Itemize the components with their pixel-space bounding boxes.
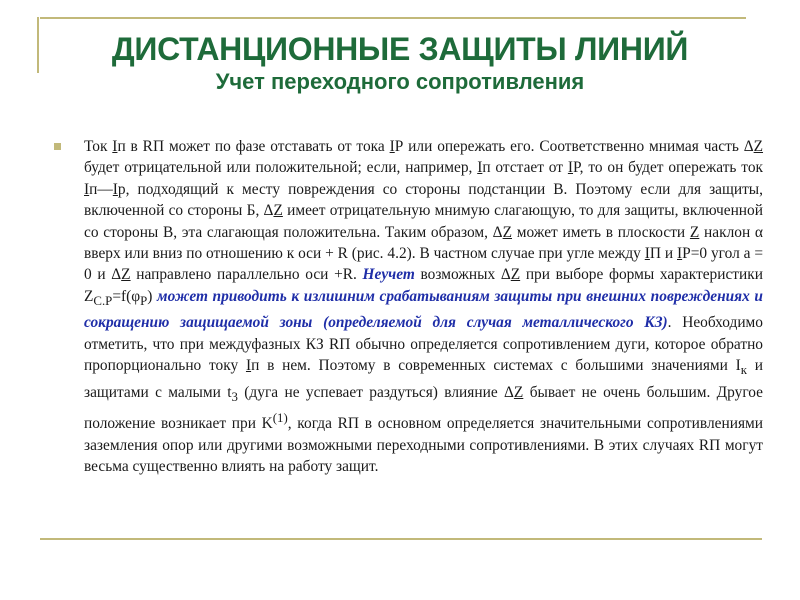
subscript: Р (140, 293, 148, 308)
text-run: направлено параллельно оси +R. (130, 266, 363, 284)
underlined-symbol: Z (121, 266, 131, 284)
underlined-symbol: I (112, 180, 118, 198)
text-run: наклон α вверх или вниз по отношению к оси + R (рис. 4.2). В частном случае при угле между (84, 223, 763, 263)
text-run: (дуга не успевает раздуться) влияние Δ (237, 383, 514, 401)
subscript: 3 (231, 389, 238, 404)
text-run: П в основном определяется значительными сопротивлениями заземления опор или другими возможными переходными сопротивлениями. В этих случаях R (84, 415, 763, 454)
text-run: Ток (84, 138, 113, 155)
text-run: Р=0 угол а = 0 и Δ (84, 245, 764, 284)
underlined-symbol: I (245, 357, 252, 375)
slide-subtitle: Учет переходного сопротивления (215, 69, 585, 94)
text-run: П обычно определяется сопротивлением дуги, которое обратно пропорционально току (84, 335, 764, 375)
underlined-symbol: Z (689, 223, 700, 241)
underlined-symbol: Z (753, 138, 764, 155)
left-rule (37, 17, 39, 73)
text-run: п отстает от (482, 159, 568, 177)
text-run: П могут весьма существенно влиять на работу защит. (84, 436, 763, 476)
emphasis-text: может приводить к излишним срабатываниям защиты при внешних повреждениях и сокращению защищаемой зоны (определяемой для случая металлического КЗ) (84, 287, 763, 332)
text-run: Р или опережать его. Соответственно мнимая часть Δ (394, 138, 754, 155)
underlined-symbol: Z (502, 223, 512, 241)
underlined-symbol: Z (510, 266, 521, 284)
text-run: п в R (117, 138, 153, 155)
text-run: бывает не очень большим. Другое положение возникает при K (84, 383, 763, 433)
subscript: к (740, 363, 747, 378)
underlined-symbol: I (567, 159, 574, 177)
body-paragraph (84, 136, 763, 477)
text-run: =f(φ (112, 287, 141, 305)
slide-title: ДИСТАНЦИОННЫЕ ЗАЩИТЫ ЛИНИЙ (111, 31, 689, 67)
subscript: С.Р (93, 293, 113, 308)
emphasis-text: Неучет (362, 266, 415, 284)
underlined-symbol: I (112, 138, 118, 155)
bullet-marker (54, 143, 61, 150)
text-run: р, подходящий к месту повреждения со стороны подстанции В. Поэтому если для защиты, включенной со стороны Б, Δ (84, 180, 763, 220)
text-run: ) (147, 287, 158, 305)
superscript: (1) (272, 411, 288, 426)
underlined-symbol: Z (273, 202, 283, 220)
underlined-symbol: I (84, 180, 90, 198)
title-block (40, 30, 760, 96)
underlined-symbol: Z (513, 383, 524, 401)
top-rule (40, 17, 746, 19)
text-run: . Необходимо отметить, что при междуфазных КЗ R (84, 314, 763, 353)
text-run: п— (89, 180, 113, 198)
underlined-symbol: I (644, 245, 650, 263)
text-run: п в нем. Поэтому в современных системах с большими значениями I (251, 357, 741, 375)
text-run: , когда R (287, 415, 348, 433)
text-run: имеет отрицательную мнимую слагающую, то для защиты, включенной со стороны В, эта слагающая положительна. Таким образом, Δ (84, 202, 763, 241)
underlined-symbol: I (477, 159, 483, 177)
text-run: может иметь в плоскости (512, 223, 690, 241)
text-run: возможных Δ (414, 266, 511, 284)
text-run: будет отрицательной или положительной; если, например, (84, 159, 478, 177)
text-run: П может по фазе отставать от тока (152, 138, 390, 155)
underlined-symbol: I (677, 245, 683, 263)
text-run: и защитами с малыми t (84, 357, 763, 401)
bottom-rule (40, 538, 762, 540)
text-run: П и (649, 245, 677, 263)
text-run: Р, то он будет опережать ток (573, 159, 763, 177)
underlined-symbol: I (389, 138, 395, 155)
text-run: при выборе формы характеристики Z (84, 266, 763, 305)
